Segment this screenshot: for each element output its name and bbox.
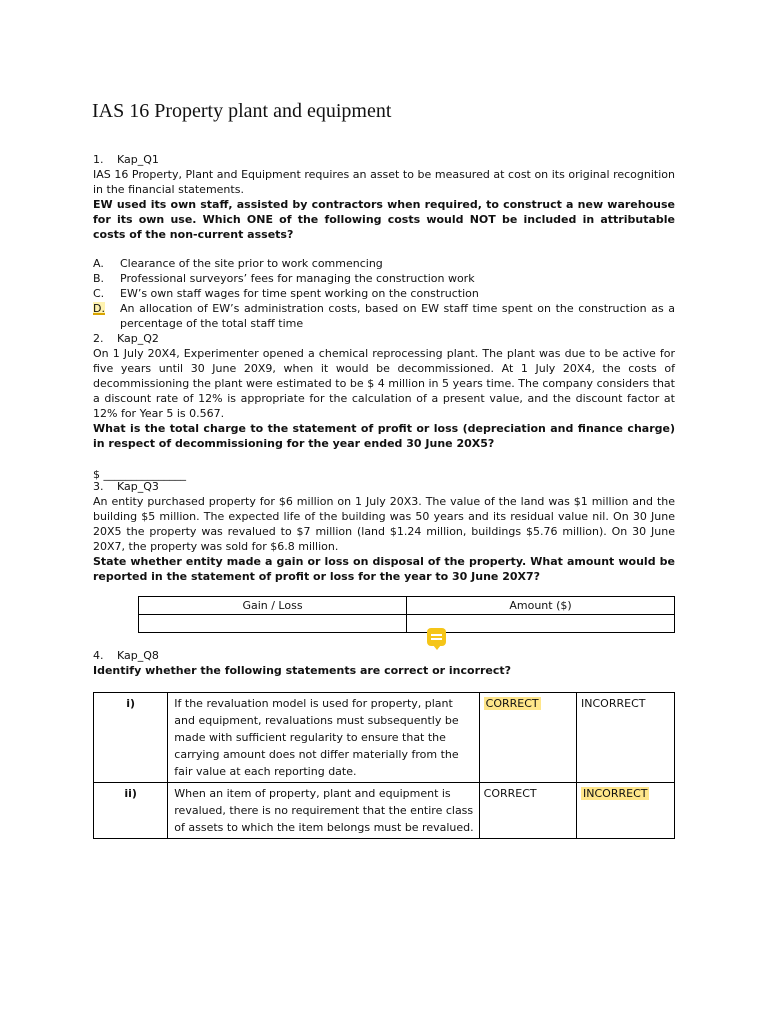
option-letter-highlighted: D. (93, 302, 105, 315)
question-number: 3. (93, 480, 104, 493)
table-row (94, 783, 675, 839)
question-code: Kap_Q3 (117, 480, 159, 493)
question-3 (93, 479, 675, 584)
question-2 (93, 331, 675, 482)
incorrect-cell[interactable] (577, 783, 675, 839)
question-4-header (93, 648, 675, 663)
option-d (93, 301, 675, 331)
question-intro: On 1 July 20X4, Experimenter opened a chemical reprocessing plant. The plant was due to be active for five years until 30 June 20X9, when it would be decommissioned. At 1 July 20X4, the costs of decommissioning the plant were estimated to be $ 4 million in 5 years time. The company considers that a discount rate of 12% is appropriate for the calculation of a present value, and the discount factor at 12% for Year 5 is 0.567. (93, 347, 675, 420)
option-letter: B. (93, 272, 105, 285)
question-intro: IAS 16 Property, Plant and Equipment requires an asset to be measured at cost on its original recognition in the financial statements. (93, 168, 675, 196)
correct-cell[interactable] (479, 693, 576, 783)
comment-icon[interactable] (427, 628, 446, 646)
incorrect-label-highlighted: INCORRECT (583, 787, 648, 800)
statement-number: i) (94, 693, 168, 783)
correct-label-highlighted: CORRECT (485, 697, 539, 710)
question-code: Kap_Q1 (117, 153, 159, 166)
incorrect-label: INCORRECT (581, 697, 646, 710)
option-text: Clearance of the site prior to work commencing (120, 257, 383, 270)
question-code: Kap_Q2 (117, 332, 159, 345)
statement-number: ii) (94, 783, 168, 839)
option-text: Professional surveyors’ fees for managing the construction work (120, 272, 475, 285)
column-header-gain-loss: Gain / Loss (139, 597, 407, 615)
question-4 (93, 648, 675, 678)
option-letter: C. (93, 287, 105, 300)
question-number: 1. (93, 153, 104, 166)
correct-label: CORRECT (483, 787, 537, 800)
statement-text: If the revaluation model is used for property, plant and equipment, revaluations must subsequently be made with sufficient regularity to ensure that the carrying amount does not differ materially from the fair value at each reporting date. (168, 693, 479, 783)
incorrect-cell[interactable] (577, 693, 675, 783)
question-2-header (93, 331, 675, 346)
question-number: 2. (93, 332, 104, 345)
option-text: An allocation of EW’s administration costs, based on EW staff time spent on the construction as a percentage of the total staff time (120, 302, 675, 330)
question-text: EW used its own staff, assisted by contractors when required, to construct a new warehouse for its own use. Which ONE of the following costs would NOT be included in attributable costs of the non-current assets? (93, 198, 675, 241)
option-text: EW’s own staff wages for time spent working on the construction (120, 287, 479, 300)
options-list (93, 256, 675, 331)
table-row (94, 693, 675, 783)
question-1-header (93, 152, 675, 167)
statement-text: When an item of property, plant and equipment is revalued, there is no requirement that the entire class of assets to which the item belongs must be revalued. (168, 783, 479, 839)
question-intro: An entity purchased property for $6 million on 1 July 20X3. The value of the land was $1 million and the building $5 million. The expected life of the building was 50 years and its residual value nil. On 30 June 20X5 the property was revalued to $7 million (land $1.24 million, buildings $5.76 million). On 30 June 20X7, the property was sold for $6.8 million. (93, 495, 675, 553)
question-text: State whether entity made a gain or loss on disposal of the property. What amount would be reported in the statement of profit or loss for the year to 30 June 20X7? (93, 555, 675, 583)
question-3-header (93, 479, 675, 494)
correct-cell[interactable] (479, 783, 576, 839)
question-code: Kap_Q8 (117, 649, 159, 662)
option-letter: A. (93, 257, 104, 270)
question-1 (93, 152, 675, 331)
question-text: What is the total charge to the statement of profit or loss (depreciation and finance charge) in respect of decommissioning for the year ended 30 June 20X5? (93, 422, 675, 450)
gain-loss-table (138, 596, 675, 633)
option-c (93, 286, 675, 301)
gain-loss-cell[interactable] (139, 615, 407, 633)
question-number: 4. (93, 649, 104, 662)
amount-cell[interactable] (407, 615, 675, 633)
page-title: IAS 16 Property plant and equipment (92, 100, 392, 122)
question-text: Identify whether the following statements are correct or incorrect? (93, 664, 512, 677)
column-header-amount: Amount ($) (407, 597, 675, 615)
statements-table (93, 692, 675, 839)
option-b (93, 271, 675, 286)
answer-blank: $ _______________ (93, 468, 186, 481)
option-a (93, 256, 675, 271)
